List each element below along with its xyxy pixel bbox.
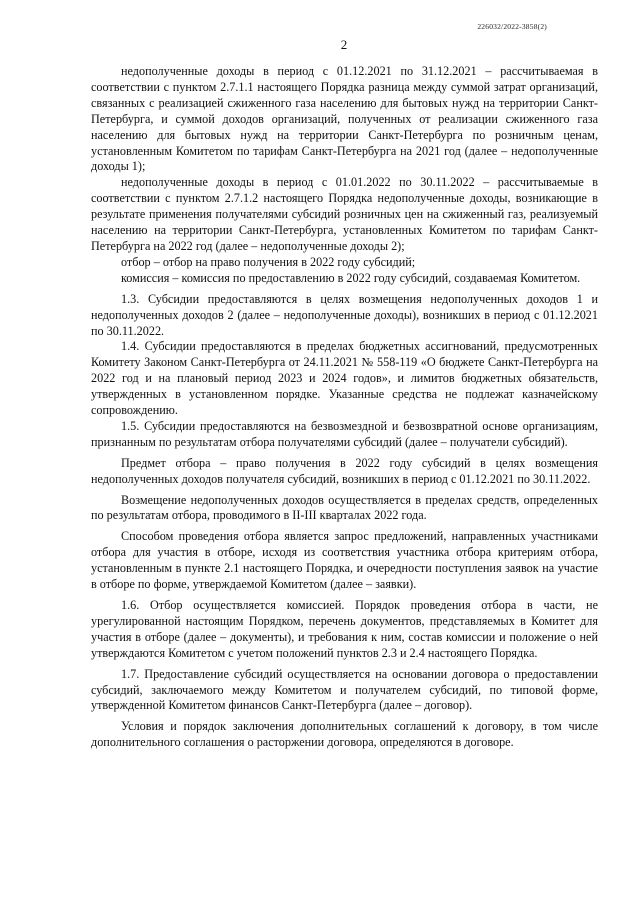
paragraph-1-3: 1.3. Субсидии предоставляются в целях возмещения недополученных доходов 1 и недополученных доходов 2 (далее – недополученные доходы), возникших в период с 01.12.2021 по 30.11.2022. — [91, 291, 598, 338]
page-number: 2 — [340, 37, 348, 52]
paragraph-lost-income-1: недополученные доходы в период с 01.12.2021 по 31.12.2021 – рассчитываемая в соответствии с пунктом 2.7.1.1 настоящего Порядка разница между суммой затрат организаций, связанных с реализацией сжиженного газа населению для бытовых нужд на территории Санкт-Петербурга, и суммой доходов организаций, полученных от реализации сжиженного газа населению для бытовых нужд на территории Санкт-Петербурга по розничным ценам, установленным Комитетом по тарифам Санкт-Петербурга на 2021 год (далее – недополученные доходы 1); — [91, 64, 598, 174]
paragraph-1-5: 1.5. Субсидии предоставляются на безвозмездной и безвозвратной основе организациям, признанным по результатам отбора получателями субсидий (далее – получатели субсидий). — [91, 418, 598, 449]
paragraph-lost-income-2: недополученные доходы в период с 01.01.2022 по 30.11.2022 – рассчитываемые в соответствии с пунктом 2.7.1.2 настоящего Порядка недополученные доходы, возникающие в результате применения получателями субсидий розничных цен на сжиженный газ, реализуемый населению на территории Санкт-Петербурга, установленных Комитетом по тарифам Санкт-Петербурга на 2022 год (далее – недополученные доходы 2); — [91, 175, 598, 253]
paragraph-additional-agreements: Условия и порядок заключения дополнительных соглашений к договору, в том числе дополнительного соглашения о расторжении договора, определяются в договоре. — [91, 719, 598, 750]
paragraph-subject-of-selection: Предмет отбора – право получения в 2022 году субсидий в целях возмещения недополученных доходов получателя субсидий, возникших в период с 01.12.2021 по 30.11.2022. — [91, 455, 598, 486]
paragraph-selection-method: Способом проведения отбора является запрос предложений, направленных участниками отбора для участия в отборе, исходя из соответствия участника отбора критериям отбора, установленным в пункте 2.1 настоящего Порядка, и очередности поступления заявок на участие в отборе по форме, утверждаемой Комитетом (далее – заявки). — [91, 529, 598, 592]
paragraph-reimbursement: Возмещение недополученных доходов осуществляется в пределах средств, определенных по результатам отбора, проводимого в II-III кварталах 2022 года. — [91, 492, 598, 523]
paragraph-selection-definition: отбор – отбор на право получения в 2022 году субсидий; — [121, 254, 416, 269]
paragraph-commission-definition: комиссия – комиссия по предоставлению в 2022 году субсидий, создаваемая Комитетом. — [121, 270, 581, 285]
document-body — [91, 64, 598, 751]
paragraph-1-7: 1.7. Предоставление субсидий осуществляется на основании договора о предоставлении субсидий, заключаемого между Комитетом и получателем субсидий, по типовой форме, утвержденной Комитетом финансов Санкт-Петербурга (далее – договор). — [91, 666, 598, 713]
document-reference-number: 226032/2022-3858(2) — [477, 22, 547, 31]
paragraph-1-4: 1.4. Субсидии предоставляются в пределах бюджетных ассигнований, предусмотренных Комитету Законом Санкт-Петербурга от 24.11.2021 № 558-119 «О бюджете Санкт-Петербурга на 2022 год и на плановый период 2023 и 2024 годов», и лимитов бюджетных обязательств, утвержденных в установленном порядке. Указанные средства не подлежат казначейскому сопровождению. — [91, 339, 598, 418]
paragraph-1-6: 1.6. Отбор осуществляется комиссией. Порядок проведения отбора в части, не урегулированной настоящим Порядком, перечень документов, представляемых в Комитет для участия в отборе (далее – документы), и требования к ним, состав комиссии и положение о ней утверждаются Комитетом с учетом положений пунктов 2.3 и 2.4 настоящего Порядка. — [91, 598, 598, 660]
